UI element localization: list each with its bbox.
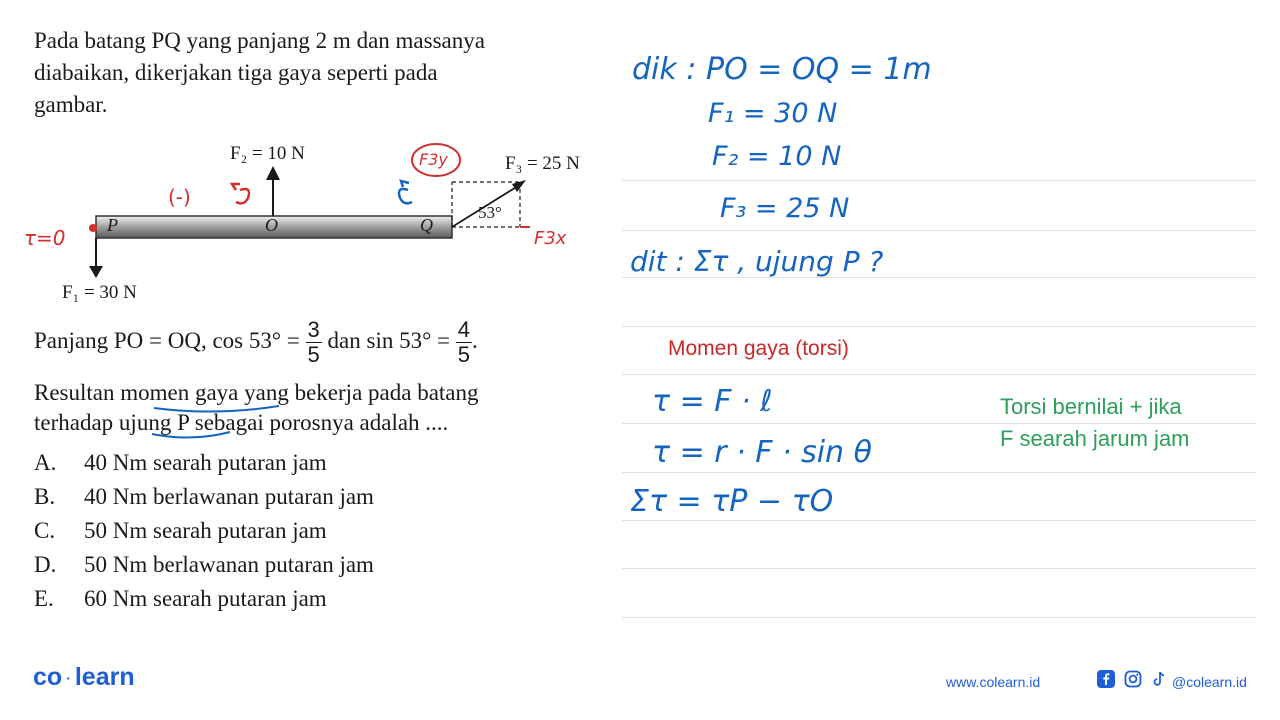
f1-label: F₁ = 30 N	[62, 282, 137, 303]
option-e[interactable]	[34, 584, 594, 618]
notebook-rule	[622, 374, 1256, 375]
notebook-rule	[622, 180, 1256, 181]
option-text: 40 Nm searah putaran jam	[84, 450, 327, 475]
notebook-rule	[622, 230, 1256, 231]
notebook-rule	[622, 472, 1256, 473]
question-underline-marks	[150, 400, 300, 440]
notebook-rule	[622, 568, 1256, 569]
cos-fraction	[306, 318, 322, 367]
formula-torque-sum: Στ = τP − τO	[630, 484, 834, 519]
option-letter: B.	[34, 484, 56, 509]
rotation-left-icon	[236, 189, 249, 203]
tau-zero-annotation: τ=0	[24, 226, 66, 250]
dik-line-3: F₂ = 10 N	[712, 141, 842, 172]
logo-learn: learn	[74, 663, 135, 691]
social-handle[interactable]: @colearn.id	[1172, 674, 1247, 690]
pivot-dot	[89, 224, 97, 232]
question-line-2: terhadap ujung P sebagai porosnya adalah ....	[34, 410, 449, 435]
underline-ujung-p	[152, 432, 230, 438]
torque-sign-note-1: Torsi bernilai + jika	[1000, 394, 1182, 419]
sin-numerator: 4	[457, 317, 470, 342]
angle-label: 53°	[478, 203, 502, 222]
underline-momen-gaya	[154, 406, 279, 412]
notebook-rule	[622, 520, 1256, 521]
point-q-label: Q	[420, 215, 433, 235]
cos-denominator: 5	[307, 342, 320, 367]
instagram-icon[interactable]	[1124, 670, 1142, 688]
intro-line-1: Pada batang PQ yang panjang 2 m dan massanya	[34, 28, 485, 53]
given-mid: dan sin 53° =	[327, 327, 450, 353]
given-line	[34, 318, 624, 367]
intro-line-2: diabaikan, dikerjakan tiga gaya seperti pada	[34, 60, 438, 85]
f3x-annotation: F3x	[534, 228, 567, 249]
minus-sign-annotation: (-)	[168, 185, 191, 209]
rotation-right-arrow	[401, 181, 409, 187]
point-p-label: P	[107, 215, 118, 235]
intro-line-3: gambar.	[34, 92, 108, 117]
torsi-section-title: Momen gaya (torsi)	[668, 337, 849, 360]
option-letter: C.	[34, 518, 56, 543]
options-list	[34, 448, 594, 618]
sin-denominator: 5	[457, 342, 470, 367]
f2-arrowhead	[266, 166, 280, 180]
logo-co: co	[33, 663, 63, 691]
question	[34, 378, 619, 438]
website-link[interactable]: www.colearn.id	[946, 674, 1041, 690]
torque-sign-note-2: F searah jarum jam	[1000, 426, 1190, 451]
dik-line-1: PO = OQ = 1m	[706, 52, 932, 87]
option-letter: E.	[34, 586, 54, 611]
dit-line: dit : Στ , ujung P ?	[630, 245, 884, 278]
given-end: .	[472, 327, 478, 353]
sin-fraction	[456, 318, 472, 367]
tiktok-icon[interactable]	[1150, 670, 1168, 688]
rotation-left-arrow	[232, 184, 240, 190]
rotation-right-icon	[399, 189, 412, 203]
dik-line-2: F₁ = 30 N	[708, 98, 838, 129]
option-letter: D.	[34, 552, 57, 577]
formula-torque-sin: τ = r · F · sin θ	[652, 435, 872, 470]
notebook-rule	[622, 423, 1256, 424]
given-prefix: Panjang PO = OQ, cos 53° =	[34, 327, 300, 353]
dik-label: dik :	[632, 52, 697, 87]
option-text: 50 Nm berlawanan putaran jam	[84, 552, 374, 577]
f3y-annotation: F3y	[419, 150, 448, 169]
f1-arrowhead	[89, 266, 103, 278]
problem-intro	[34, 26, 614, 120]
facebook-icon[interactable]	[1097, 670, 1115, 688]
option-text: 50 Nm searah putaran jam	[84, 518, 327, 543]
f3-label: F₃ = 25 N	[505, 153, 580, 174]
notebook-rule	[622, 326, 1256, 327]
option-c[interactable]	[34, 516, 594, 550]
f2-label: F₂ = 10 N	[230, 143, 305, 164]
notebook-rule	[622, 617, 1256, 618]
option-letter: A.	[34, 450, 57, 475]
logo-dot: ·	[66, 670, 71, 687]
formula-torque-basic: τ = F · ℓ	[652, 384, 773, 419]
cos-numerator: 3	[307, 317, 320, 342]
question-line-1: Resultan momen gaya yang bekerja pada batang	[34, 380, 479, 405]
point-o-label: O	[265, 215, 278, 235]
dik-line-4: F₃ = 25 N	[720, 193, 850, 224]
option-text: 60 Nm searah putaran jam	[84, 586, 327, 611]
option-b[interactable]	[34, 482, 594, 516]
option-text: 40 Nm berlawanan putaran jam	[84, 484, 374, 509]
option-a[interactable]	[34, 448, 594, 482]
option-d[interactable]	[34, 550, 594, 584]
colearn-logo	[33, 663, 135, 692]
